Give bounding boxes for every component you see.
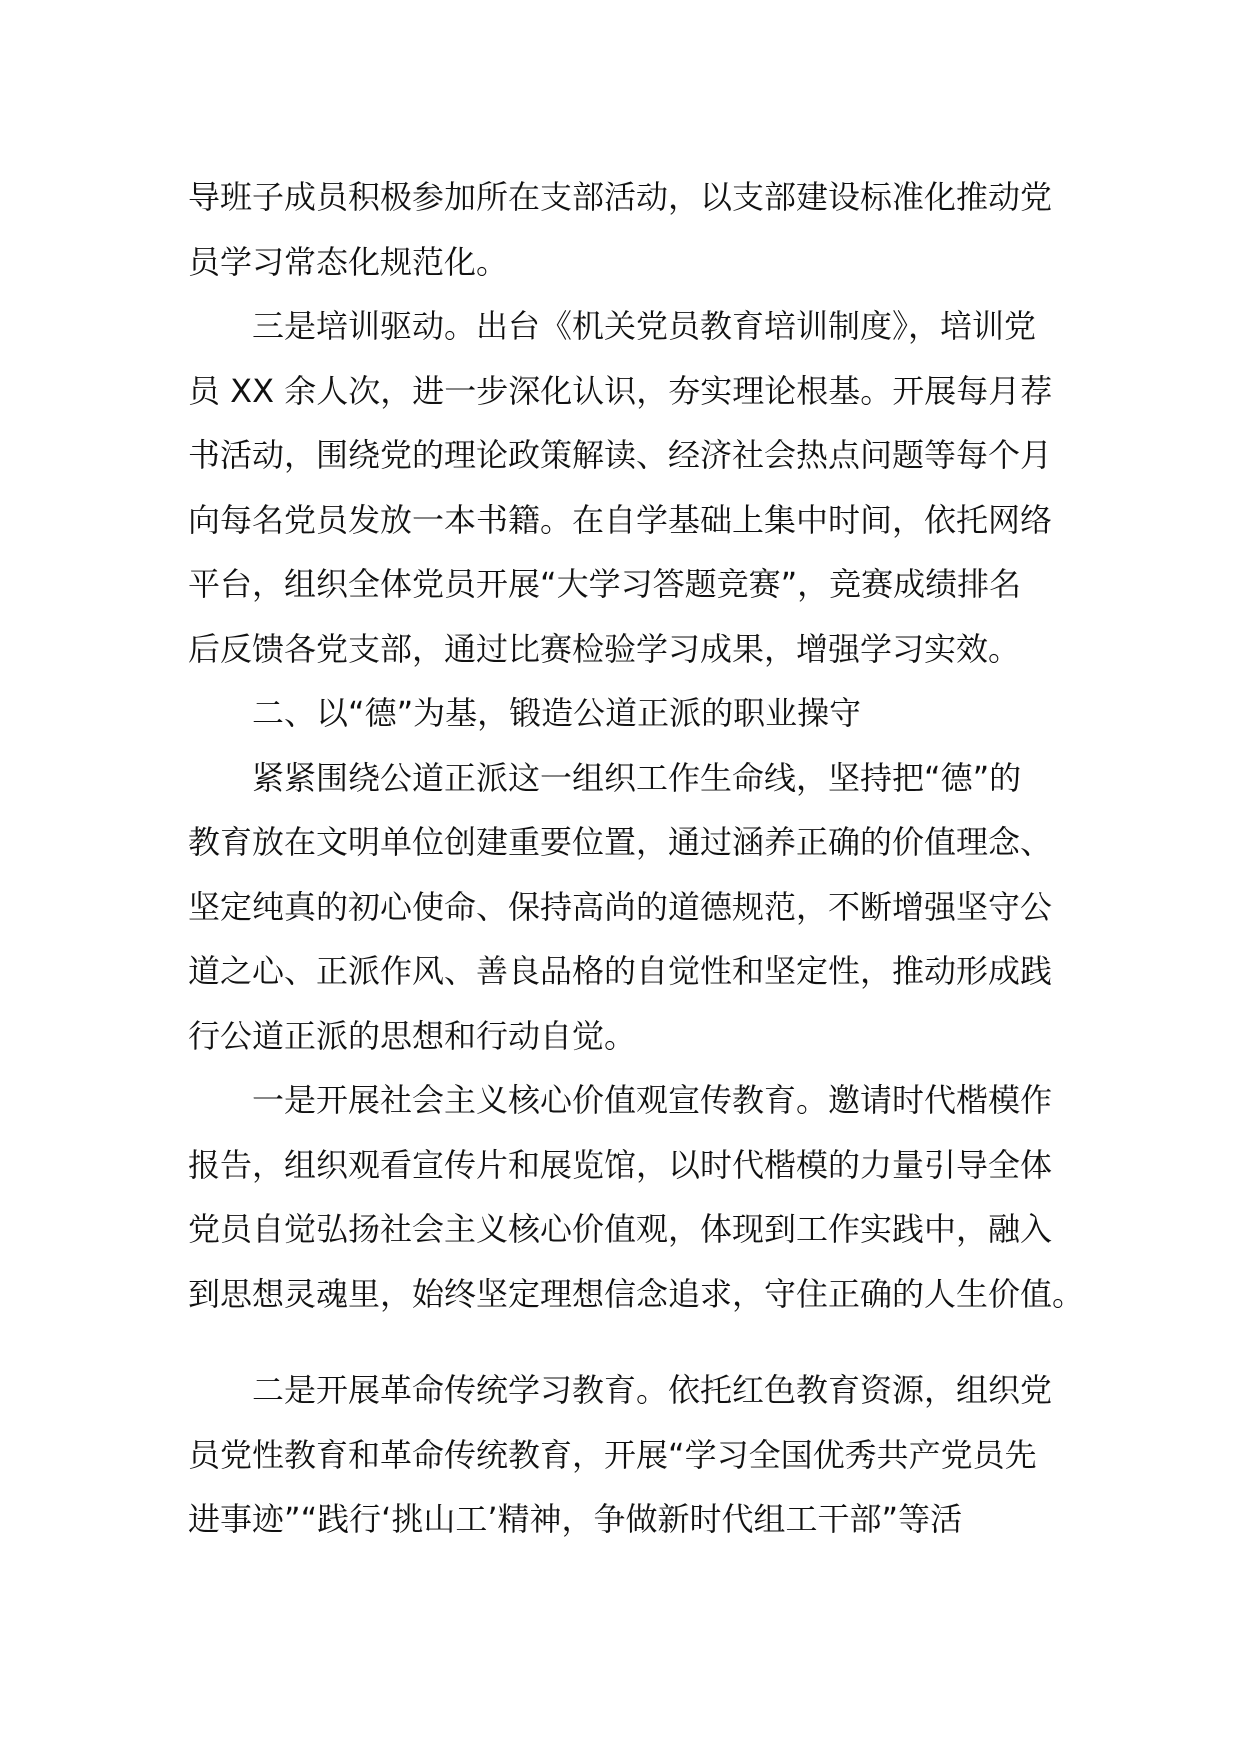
- text-line: 一是开展社会主义核心价值观宣传教育。邀请时代楷模作: [252, 1081, 1053, 1119]
- text-line: 紧紧围绕公道正派这一组织工作生命线，坚持把“德”的: [252, 758, 1022, 797]
- text-line: 员党性教育和革命传统教育，开展“学习全国优秀共产党员先: [188, 1435, 1037, 1474]
- text-line: 党员自觉弘扬社会主义核心价值观，体现到工作实践中，融入: [188, 1210, 1053, 1248]
- text-line: 行公道正派的思想和行动自觉。: [188, 1016, 637, 1055]
- text-line: 三是培训驱动。出台《机关党员教育培训制度》，培训党: [252, 307, 1037, 345]
- text-line: 平台，组织全体党员开展“大学习答题竞赛”，竞赛成绩排名: [188, 565, 1022, 603]
- section-heading: 二、以“德”为基，锻造公道正派的职业操守: [252, 694, 862, 732]
- text-line: 教育放在文明单位创建重要位置，通过涵养正确的价值理念、: [188, 823, 1053, 861]
- text-line: 后反馈各党支部，通过比赛检验学习成果，增强学习实效。: [188, 629, 1021, 668]
- text-line: 书活动，围绕党的理论政策解读、经济社会热点问题等每个月: [188, 436, 1053, 474]
- paragraph-gap: [188, 1326, 1068, 1358]
- text-line: 到思想灵魂里，始终坚定理想信念追求，守住正确的人生价值。: [188, 1274, 1085, 1313]
- text-line: 向每名党员发放一本书籍。在自学基础上集中时间，依托网络: [188, 500, 1053, 539]
- text-line: 报告，组织观看宣传片和展览馆，以时代楷模的力量引导全体: [188, 1145, 1053, 1184]
- text-line: 坚定纯真的初心使命、保持高尚的道德规范，不断增强坚守公: [188, 887, 1053, 926]
- text-line: 员学习常态化规范化。: [188, 242, 509, 281]
- body-text: [188, 165, 1085, 1552]
- text-line: 员 XX 余人次，进一步深化认识，夯实理论根基。开展每月荐: [188, 371, 1053, 410]
- text-line: 二是开展革命传统学习教育。依托红色教育资源，组织党: [252, 1371, 1053, 1409]
- text-line: 进事迹”“践行‘挑山工’精神，争做新时代组工干部”等活: [188, 1500, 963, 1538]
- text-line: 道之心、正派作风、善良品格的自觉性和坚定性，推动形成践: [188, 952, 1053, 990]
- text-line: 导班子成员积极参加所在支部活动，以支部建设标准化推动党: [188, 178, 1053, 216]
